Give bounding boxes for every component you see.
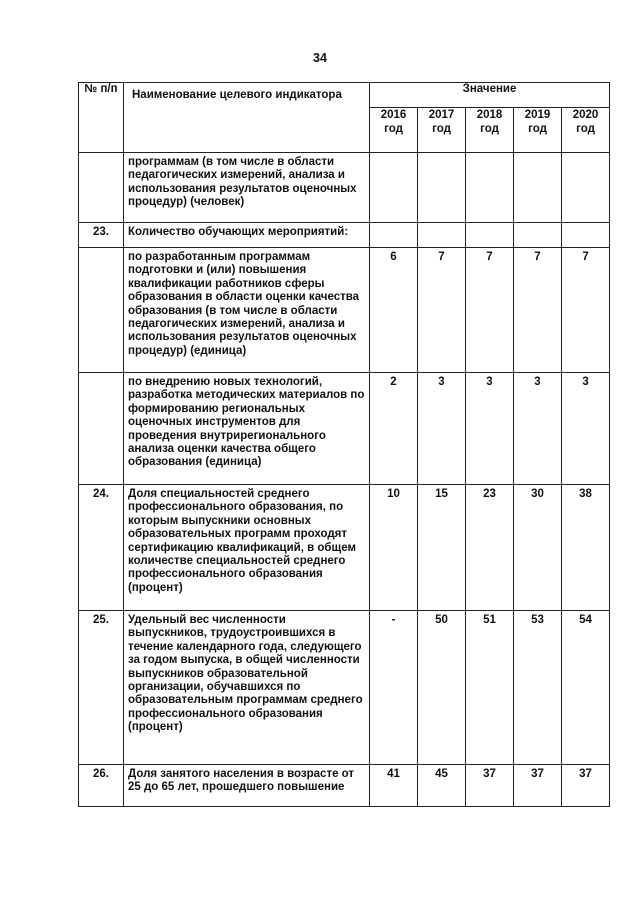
row-number: 24. <box>79 485 124 611</box>
table-row <box>79 485 610 611</box>
indicator-value <box>514 223 562 248</box>
indicator-value <box>466 153 514 223</box>
indicator-value: 53 <box>514 611 562 765</box>
indicator-value <box>370 153 418 223</box>
indicator-value: 10 <box>370 485 418 611</box>
header-num: № п/п <box>79 83 124 153</box>
indicator-value: - <box>370 611 418 765</box>
row-number <box>79 248 124 373</box>
table-row <box>79 153 610 223</box>
table-row <box>79 611 610 765</box>
row-number: 23. <box>79 223 124 248</box>
table-row <box>79 223 610 248</box>
indicator-value: 23 <box>466 485 514 611</box>
row-number: 26. <box>79 765 124 807</box>
indicator-name: программам (в том числе в области педагогических измерений, анализа и использования результатов оценочных процедур) (человек) <box>124 153 370 223</box>
indicator-name: Удельный вес численности выпускников, трудоустроившихся в течение календарного года, следующего за годом выпуска, в общей численности выпускников образовательной организации, обучавшихся по образовательным программам среднего профессионального образования (процент) <box>124 611 370 765</box>
header-value: Значение <box>370 83 610 108</box>
indicator-value: 37 <box>466 765 514 807</box>
indicator-value <box>418 223 466 248</box>
indicator-value: 7 <box>466 248 514 373</box>
indicator-value: 15 <box>418 485 466 611</box>
indicator-value: 3 <box>514 373 562 485</box>
indicator-value: 2 <box>370 373 418 485</box>
indicators-table <box>78 82 610 807</box>
indicator-value <box>370 223 418 248</box>
indicator-value: 7 <box>418 248 466 373</box>
indicator-value: 37 <box>514 765 562 807</box>
indicator-value: 7 <box>562 248 610 373</box>
indicator-value: 50 <box>418 611 466 765</box>
row-number <box>79 153 124 223</box>
indicator-name: по внедрению новых технологий, разработка методических материалов по формированию региональных оценочных инструментов для проведения внутрирегионального анализа оценки качества общего образования (единица) <box>124 373 370 485</box>
table-row <box>79 765 610 807</box>
header-row-top <box>79 83 610 108</box>
indicator-value: 30 <box>514 485 562 611</box>
indicator-value: 3 <box>418 373 466 485</box>
row-number: 25. <box>79 611 124 765</box>
indicator-value <box>418 153 466 223</box>
indicator-name: Количество обучающих мероприятий: <box>124 223 370 248</box>
indicator-value: 41 <box>370 765 418 807</box>
table-row <box>79 248 610 373</box>
header-indicator-name: Наименование целевого индикатора <box>124 83 370 153</box>
indicator-value: 3 <box>562 373 610 485</box>
header-year: 2020 год <box>562 108 610 153</box>
indicator-value: 38 <box>562 485 610 611</box>
indicator-value <box>466 223 514 248</box>
indicator-value <box>562 223 610 248</box>
header-year: 2019 год <box>514 108 562 153</box>
indicator-value: 37 <box>562 765 610 807</box>
header-year: 2018 год <box>466 108 514 153</box>
indicator-value: 6 <box>370 248 418 373</box>
indicator-value: 51 <box>466 611 514 765</box>
indicator-value <box>562 153 610 223</box>
indicator-value: 3 <box>466 373 514 485</box>
indicator-name: по разработанным программам подготовки и (или) повышения квалификации работников сферы образования в области оценки качества образования (в том числе в области педагогических измерений, анализа и использования результатов оценочных процедур) (единица) <box>124 248 370 373</box>
header-year: 2016 год <box>370 108 418 153</box>
table-row <box>79 373 610 485</box>
indicator-value: 7 <box>514 248 562 373</box>
row-number <box>79 373 124 485</box>
page-number: 34 <box>313 51 327 65</box>
indicator-value: 54 <box>562 611 610 765</box>
indicator-name: Доля специальностей среднего профессионального образования, по которым выпускники основных образовательных программ проходят сертификацию квалификаций, в общем количестве специальностей среднего профессионального образования (процент) <box>124 485 370 611</box>
indicator-value <box>514 153 562 223</box>
indicator-value: 45 <box>418 765 466 807</box>
indicator-name: Доля занятого населения в возрасте от 25 до 65 лет, прошедшего повышение <box>124 765 370 807</box>
header-year: 2017 год <box>418 108 466 153</box>
